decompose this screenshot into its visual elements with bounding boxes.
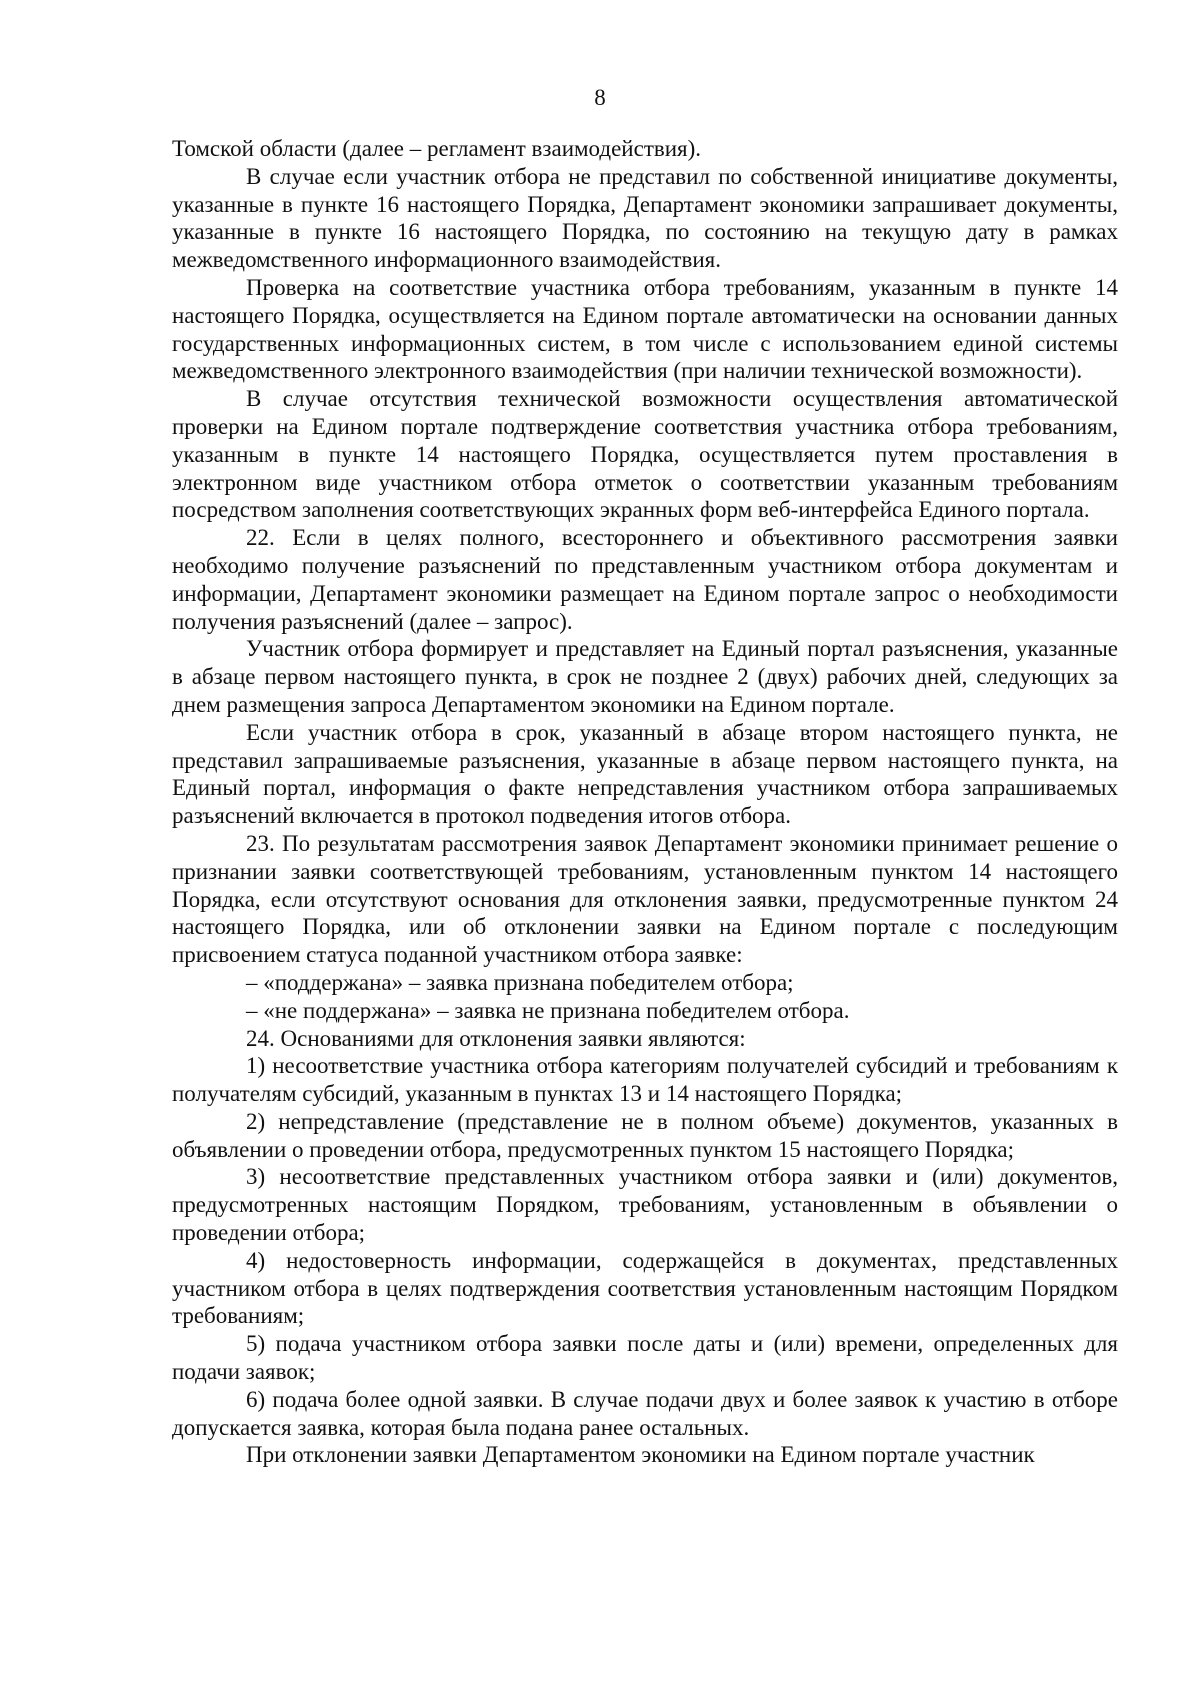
list-item: 1) несоответствие участника отбора категориям получателей субсидий и требованиям к получателям субсидий, указанным в пунктах 13 и 14 настоящего Порядка; [172, 1053, 1118, 1107]
paragraph: Томской области (далее – регламент взаимодействия). [172, 136, 702, 161]
document-body [172, 135, 1118, 1469]
list-item: 6) подача более одной заявки. В случае подачи двух и более заявок к участию в отборе допускается заявка, которая была подана ранее остальных. [172, 1386, 1118, 1440]
list-item: 5) подача участником отбора заявки после даты и (или) времени, определенных для подачи заявок; [172, 1331, 1118, 1385]
paragraph: В случае отсутствия технической возможности осуществления автоматической проверки на Едином портале подтверждение соответствия участника отбора требованиям, указанным в пункте 14 настоящего Порядка, осуществляется путем проставления в электронном виде участником отбора отметок о соответствии указанным требованиям посредством заполнения соответствующих экранных форм веб-интерфейса Единого портала. [172, 386, 1118, 523]
paragraph: В случае если участник отбора не представил по собственной инициативе документы, указанные в пункте 16 настоящего Порядка, Департамент экономики запрашивает документы, указанные в пункте 16 настоящего Порядка, по состоянию на текущую дату в рамках межведомственного информационного взаимодействия. [172, 163, 1118, 273]
list-item: 4) недостоверность информации, содержащейся в документах, представленных участником отбора в целях подтверждения соответствия установленным настоящим Порядком требованиям; [172, 1247, 1118, 1329]
list-item: – «не поддержана» – заявка не признана победителем отбора. [246, 997, 850, 1023]
paragraph: Участник отбора формирует и представляет на Единый портал разъяснения, указанные в абзаце первом настоящего пункта, в срок не позднее 2 (двух) рабочих дней, следующих за днем размещения запроса Департаментом экономики на Едином портале. [172, 636, 1118, 717]
paragraph: 24. Основаниями для отклонения заявки являются: [246, 1025, 746, 1051]
paragraph: 23. По результатам рассмотрения заявок Департамент экономики принимает решение о признании заявки соответствующей требованиям, установленным пунктом 14 настоящего Порядка, если отсутствуют основания для отклонения заявки, предусмотренные пунктом 24 настоящего Порядка, или об отклонении заявки на Едином портале с последующим присвоением статуса поданной участником отбора заявке: [172, 830, 1118, 968]
list-item: – «поддержана» – заявка признана победителем отбора; [246, 969, 794, 995]
list-item: 2) непредставление (представление не в полном объеме) документов, указанных в объявлении о проведении отбора, предусмотренных пунктом 15 настоящего Порядка; [172, 1108, 1118, 1162]
paragraph: Если участник отбора в срок, указанный в абзаце втором настоящего пункта, не представил запрашиваемые разъяснения, указанные в абзаце первом настоящего пункта, на Единый портал, информация о факте непредставления участником отбора запрашиваемых разъяснений включается в протокол подведения итогов отбора. [172, 719, 1118, 829]
paragraph: При отклонении заявки Департаментом экономики на Едином портале участник [246, 1442, 1035, 1468]
page-number: 8 [594, 85, 606, 110]
list-item: 3) несоответствие представленных участником отбора заявки и (или) документов, предусмотренных настоящим Порядком, требованиям, установленным в объявлении о проведении отбора; [172, 1164, 1118, 1246]
paragraph: Проверка на соответствие участника отбора требованиям, указанным в пункте 14 настоящего Порядка, осуществляется на Едином портале автоматически на основании данных государственных информационных систем, в том числе с использованием единой системы межведомственного электронного взаимодействия (при наличии технической возможности). [172, 274, 1118, 384]
paragraph: 22. Если в целях полного, всестороннего и объективного рассмотрения заявки необходимо получение разъяснений по представленным участником отбора документам и информации, Департамент экономики размещает на Едином портале запрос о необходимости получения разъяснений (далее – запрос). [172, 525, 1118, 634]
